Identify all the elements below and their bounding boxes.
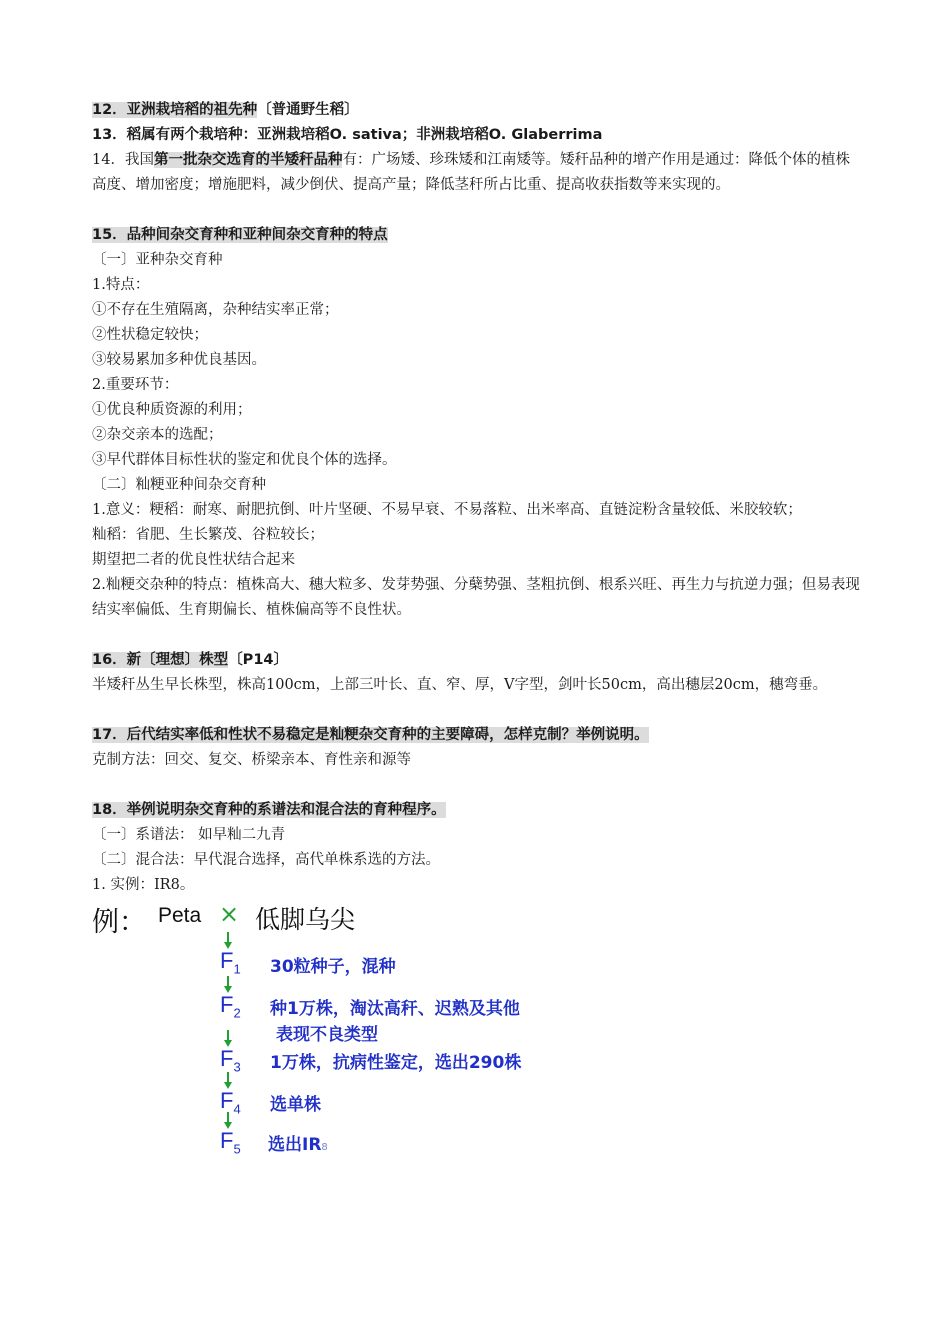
q15-line: 〔一〕亚种杂交育种: [92, 252, 223, 268]
q12-rest: 〔普通野生稻〕: [257, 102, 359, 118]
q15-line: ③较易累加多种优良基因。: [92, 352, 266, 368]
generation-note: 种1万株，淘汰高秆、迟熟及其他: [270, 999, 520, 1019]
q15-line: ③早代群体目标性状的鉴定和优良个体的选择。: [92, 452, 397, 468]
q15-line: ①优良种质资源的利用；: [92, 402, 252, 418]
q15-line: ②性状稳定较快；: [92, 327, 208, 343]
q15-title-line: [92, 223, 862, 248]
q15-paragraph: 2.籼粳交杂种的特点：植株高大、穗大粒多、发芽势强、分蘖势强、茎粗抗倒、根系兴旺、再生力与抗逆力强；但易表现结实率偏低、生育期偏长、植株偏高等不良性状。: [92, 577, 860, 618]
q18-line: 1. 实例：IR8。: [92, 877, 195, 893]
generation-f5: $F_5$: [220, 1128, 241, 1157]
spacer: [92, 623, 862, 648]
q15-line: 期望把二者的优良性状结合起来: [92, 552, 295, 568]
generation-note: [268, 1130, 328, 1155]
generation-f1: $F_1$: [220, 948, 241, 977]
q14-rest: 有：广场矮、珍珠矮和江南矮等。矮秆品种的增产作用是通过：降低个体的植株高度、增加密度；增施肥料，减少倒伏、提高产量；降低茎秆所占比重、提高收获指数等来实现的。: [92, 152, 850, 193]
q15-line: 〔二〕籼粳亚种间杂交育种: [92, 477, 266, 493]
q15-line: ②杂交亲本的选配；: [92, 427, 223, 443]
q16-title-line: [92, 648, 862, 673]
q17-title: 17．后代结实率低和性状不易稳定是籼粳杂交育种的主要障碍，怎样克制？举例说明。: [92, 727, 649, 743]
spacer: [92, 198, 862, 223]
q18-line: 〔二〕混合法：早代混合选择，高代单株系选的方法。: [92, 852, 440, 868]
q15-line: ①不存在生殖隔离，杂种结实率正常；: [92, 302, 339, 318]
generation-note: 30粒种子，混种: [270, 957, 396, 977]
example-label: 例：: [92, 907, 146, 938]
q18-title: 18．举例说明杂交育种的系谱法和混合法的育种程序。: [92, 802, 446, 818]
cross-icon: ×: [219, 900, 240, 928]
q16-title: 16．新〔理想〕株型: [92, 652, 229, 668]
q15-line: 2.重要环节：: [92, 377, 179, 393]
q18-title-line: [92, 798, 862, 823]
q12-line: [92, 98, 862, 123]
generation-note: 表现不良类型: [276, 1025, 378, 1045]
q14-paragraph: [92, 148, 862, 198]
generation-f2: $F_2$: [220, 992, 241, 1021]
generation-f3: $F_3$: [220, 1046, 241, 1075]
parent-1: Peta: [158, 904, 202, 927]
generation-f4: $F_4$: [220, 1088, 241, 1117]
q16-body: 半矮秆丛生早长株型，株高100cm，上部三叶长、直、窄、厚，V字型，剑叶长50cm，高出穗层20cm，穗弯垂。: [92, 677, 828, 693]
document-page: [92, 98, 862, 1160]
q15-paragraph: 1.意义：粳稻：耐寒、耐肥抗倒、叶片坚硬、不易早衰、不易落粒、出米率高、直链淀粉含量较低、米胶较软；: [92, 502, 802, 518]
parent-2: 低脚乌尖: [255, 905, 356, 934]
generation-note: 选单株: [270, 1095, 321, 1115]
q17-title-line: [92, 723, 862, 748]
breeding-diagram: [92, 900, 652, 1160]
q14-num: 14．我国: [92, 152, 154, 168]
q14-highlight: 第一批杂交选育的半矮秆品种: [153, 152, 343, 168]
spacer: [92, 773, 862, 798]
generation-note-sub: 8: [321, 1142, 328, 1153]
q17-body: 克制方法：回交、复交、桥梁亲本、育性亲和源等: [92, 752, 411, 768]
q12-label: 12．亚洲栽培稻的祖先种: [92, 102, 258, 118]
q16-page-ref: 〔P14〕: [228, 652, 288, 668]
q13-line: [92, 123, 862, 148]
generation-note: 1万株，抗病性鉴定，选出290株: [270, 1053, 522, 1073]
q15-line: 1.特点：: [92, 277, 150, 293]
q15-title: 15．品种间杂交育种和亚种间杂交育种的特点: [92, 227, 388, 243]
spacer: [92, 698, 862, 723]
generation-note-text: 选出IR: [268, 1135, 322, 1155]
q18-line: 〔一〕系谱法： 如早籼二九青: [92, 827, 286, 843]
q15-line: 籼稻：省肥、生长繁茂、谷粒较长；: [92, 527, 324, 543]
q13-label: 13．稻属有两个栽培种：亚洲栽培稻O. sativa；非洲栽培稻O. Glaberrima: [92, 127, 603, 143]
